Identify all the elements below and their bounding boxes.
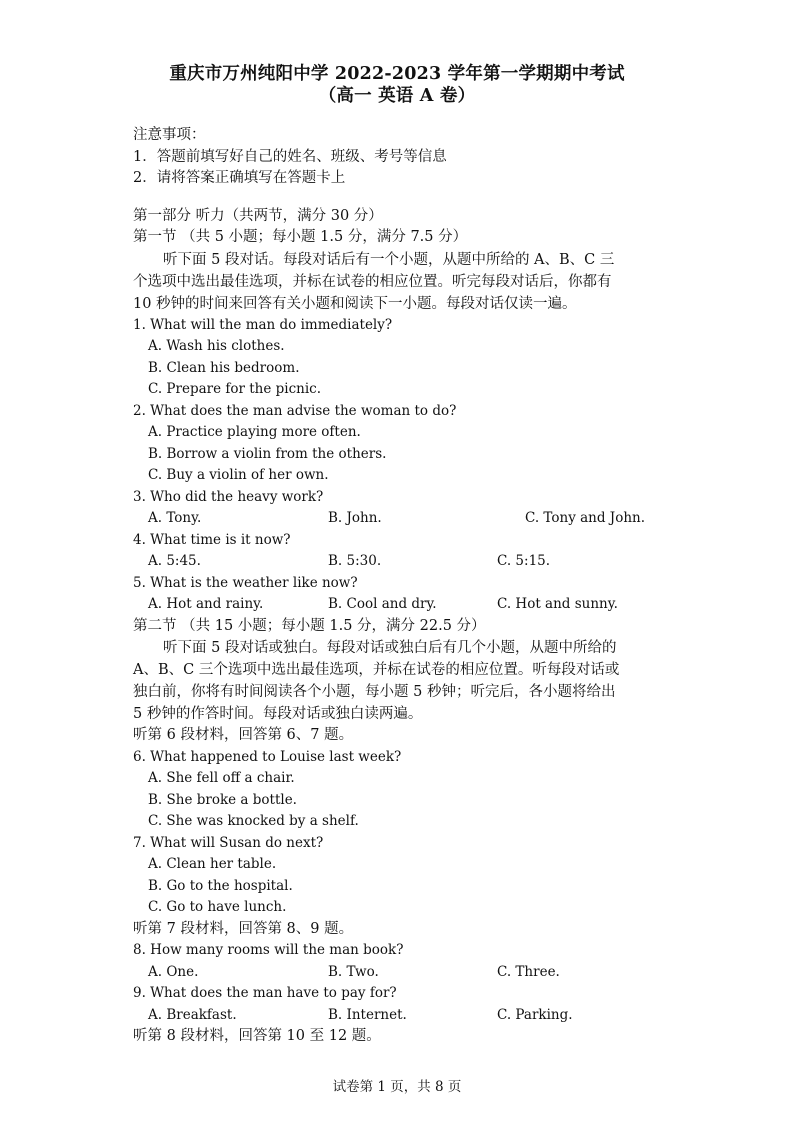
option: A. Breakfast. — [148, 1006, 237, 1023]
option: C. 5:15. — [497, 553, 551, 569]
question-5: 5. What is the weather like now? — [133, 574, 358, 591]
section1-heading: 第一节 （共 5 小题；每小题 1.5 分，满分 7.5 分） — [133, 229, 468, 245]
option: B. Clean his bedroom. — [148, 359, 300, 376]
material-7-heading: 听第 7 段材料，回答第 8、9 题。 — [133, 920, 354, 937]
exam-body — [133, 125, 663, 1048]
section2-instructions: 听下面 5 段对话或独白。每段对话或独白后有几个小题，从题中所给的 A、B、C 三个选项中选出最佳选项，并标在试卷的相应位置。听每段对话或 独白前，你将有时间阅读各个小题，每小题 5 秒钟；听完后，各小题将给出 5 秒钟的作答时间。每段对话或独白读两遍。 — [133, 640, 620, 722]
option: C. Hot and sunny. — [497, 596, 618, 612]
page-footer: 试卷第 1 页，共 8 页 — [332, 1079, 462, 1095]
notice-item: 2．请将答案正确填写在答题卡上 — [133, 170, 346, 186]
options-row — [133, 962, 663, 984]
option: A. Practice playing more often. — [148, 424, 361, 440]
question-8: 8. How many rooms will the man book? — [133, 942, 404, 958]
options-row — [133, 594, 663, 616]
question-1: 1. What will the man do immediately? — [133, 316, 393, 333]
question-7: 7. What will Susan do next? — [133, 834, 324, 851]
option: C. Parking. — [497, 1006, 573, 1023]
option: A. 5:45. — [148, 553, 201, 569]
question-9: 9. What does the man have to pay for? — [133, 985, 397, 1001]
exam-title: 重庆市万州纯阳中学 2022-2023 学年第一学期期中考试 — [169, 64, 625, 84]
option: C. Three. — [497, 963, 560, 980]
option: A. Clean her table. — [148, 856, 277, 872]
exam-subtitle: （高一 英语 A 卷） — [318, 86, 476, 106]
notice-heading: 注意事项： — [133, 127, 206, 143]
option: B. John. — [328, 510, 382, 526]
question-3: 3. Who did the heavy work? — [133, 488, 324, 505]
question-2: 2. What does the man advise the woman to do? — [133, 402, 457, 419]
option: A. She fell off a chair. — [148, 770, 295, 786]
option: C. She was knocked by a shelf. — [148, 813, 359, 829]
option: A. Hot and rainy. — [148, 596, 264, 612]
option: C. Tony and John. — [525, 510, 646, 526]
option: A. One. — [148, 963, 199, 980]
part1-heading: 第一部分 听力（共两节，满分 30 分） — [133, 207, 383, 224]
options-row — [133, 551, 663, 573]
options-row — [133, 508, 663, 530]
option: B. Borrow a violin from the others. — [148, 445, 387, 462]
option: B. Go to the hospital. — [148, 877, 293, 894]
option: B. 5:30. — [328, 553, 382, 569]
option: B. Two. — [328, 963, 379, 980]
option: C. Prepare for the picnic. — [148, 381, 322, 397]
option: C. Buy a violin of her own. — [148, 467, 329, 483]
option: B. She broke a bottle. — [148, 791, 297, 808]
question-4: 4. What time is it now? — [133, 531, 291, 548]
option: A. Wash his clothes. — [148, 338, 285, 354]
option: A. Tony. — [148, 510, 202, 526]
option: B. Internet. — [328, 1006, 407, 1023]
option: B. Cool and dry. — [328, 596, 437, 612]
section1-instructions: 听下面 5 段对话。每段对话后有一个小题，从题中所给的 A、B、C 三 个选项中选出最佳选项，并标在试卷的相应位置。听完每段对话后，你都有 10 秒钟的时间来回答有关小题和阅读下一小题。每段对话仅读一遍。 — [133, 251, 615, 312]
section2-heading: 第二节 （共 15 小题；每小题 1.5 分，满分 22.5 分） — [133, 617, 486, 634]
material-6-heading: 听第 6 段材料，回答第 6、7 题。 — [133, 727, 354, 743]
options-row — [133, 1005, 663, 1027]
notice-item: 1．答题前填写好自己的姓名、班级、考号等信息 — [133, 148, 447, 165]
question-6: 6. What happened to Louise last week? — [133, 748, 402, 765]
option: C. Go to have lunch. — [148, 899, 287, 915]
material-8-heading: 听第 8 段材料，回答第 10 至 12 题。 — [133, 1028, 381, 1044]
